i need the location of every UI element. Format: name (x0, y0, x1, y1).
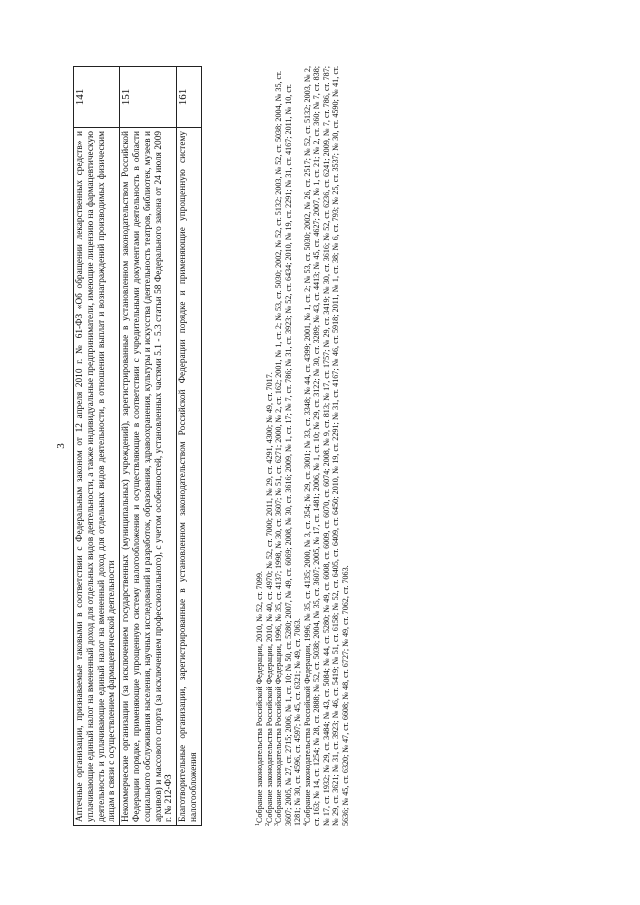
rotated-page (55, 66, 425, 826)
taxpayer-category-table (73, 66, 202, 826)
page-number: 3 (55, 443, 67, 449)
footnote-mark: 3 (274, 823, 280, 826)
table-cell-description: Аптечные организации, признаваемые таковыми в соответствии с Федеральным законом от 12 апреля 2010 г. № 61-ФЗ «Об обращении лекарственных средств» и уплачивающие единый налог на вмененный доход для отдельных видов деятельности, а также индивидуальные предприниматели, имеющие лицензию на фармацевтическую деятельность и уплачивающие единый налог на вмененный доход для отдельных видов деятельности, в отношении выплат и вознаграждений производимых физическим лицам в связи с осуществлением фармацевтической деятельности (74, 128, 120, 826)
table-cell-code: 161 (177, 67, 202, 128)
table-row (120, 67, 177, 826)
footnote (274, 66, 303, 826)
footnote-text: Собрание законодательства Российской Федерации, 1996, № 35, ст. 4137; 1998, № 30, ст. 3607; № 51, ст. 6271; 2000, № 2, ст. 162; 2001, № 1, ст. 2; № 53, ст. 5030; 2002, № 52, ст. 5132; 2003, № 52, ст. 5038; 2004, № 35, ст. 3607; 2005, № 27, ст. 2715; 2006, № 1, ст. 10; № 50, ст. 5280; 2007, № 49, ст. 6069; 2008, № 30, ст. 3616; 2009, № 1, ст. 17; № 7, ст. 786; № 31, ст. 3923; № 52, ст. 6434; 2010, № 19, ст. 2291; № 31, ст. 4167; 2011, № 10, ст. 1281; № 30, ст. 4596, ст. 4597; № 45, ст. 6321; № 49, ст. 7063. (274, 70, 302, 826)
footnote (255, 66, 265, 826)
footnote-text: Собрание законодательства Российской Федерации, 2010, № 52, ст. 7099. (255, 571, 264, 823)
footnote-text: Собрание законодательства Российской Федерации, 1996, № 35, ст. 4135; 2000, № 3, ст. 354; № 29, ст. 3001; № 33, ст. 3348; № 44, ст. 4399; 2001, № 1, ст. 2; № 53, ст. 5030; 2002, № 26, ст. 2517; № 52, ст. 5132; 2003, № 2, ст. 163; № 14, ст. 1254; № 28, ст. 2888; № 52, ст. 5038; 2004, № 35, ст. 3607; 2005, № 17, ст. 1481; 2006, № 1, ст. 10; № 29, ст. 3122; № 30, ст. 3289; № 43, ст. 4413; № 45, ст. 4627; 2007, № 1, ст. 21; № 2, ст. 360; № 7, ст. 838; № 17, ст. 1932; № 29, ст. 3484; № 43, ст. 5084; № 44, ст. 5280; № 49, ст. 6008, ст. 6009, ст. 6070, ст. 6074; 2008, № 9, ст. 813; № 17, ст. 1757; № 29, ст. 3419; № 30, ст. 3616; № 52, ст. 6236, ст. 6241; 2009, № 7, ст. 786, ст. 787; № 29, ст. 3621; № 31, ст. 3923; № 46, ст. 5419; № 51, ст. 6158; № 52, ст. 6405, ст. 6409, ст. 6450; 2010, № 19, ст. 2291; № 31, ст. 4167; № 46, ст. 5918; 2011, № 1, ст. 38; № 6, ст. 793; № 25, ст. 3537; № 30, ст. 4590; № 41, ст. 5636; № 45, ст. 6320; № 47, ст. 6608; № 48, ст. 6727; № 49, ст. 7062, ст. 7063. (302, 66, 350, 826)
table-cell-code: 151 (120, 67, 177, 128)
footnote-mark: 2 (264, 823, 271, 826)
footnote-text: Собрание законодательства Российской Федерации, 2010, № 40, ст. 4970; № 52, ст. 7000; 2011, № 29, ст. 4291, 4300; № 49, ст. 7017. (264, 372, 274, 823)
footnote (265, 66, 275, 826)
footnote (303, 66, 351, 826)
table-cell-code: 141 (74, 67, 120, 128)
table-cell-description: Некоммерческие организации (за исключением государственных (муниципальных) учреждений), зарегистрированные в установленном законодательством Российской Федерации порядке, применяющие упрощенную систему налогообложения и осуществляющие в соответствии с учредительными документами деятельность в области социального обслуживания населения, научных исследований и разработок, образования, здравоохранения, культуры и искусства (деятельность театров, библиотек, музеев и архивов) и массового спорта (за исключением профессионального), с учетом особенностей, установленных частями 5.1 - 5.3 статьи 58 Федерального закона от 24 июля 2009 г. № 212-ФЗ (120, 128, 177, 826)
footnote-mark: 1 (255, 823, 261, 826)
table-row (177, 67, 202, 826)
footnote-mark: 4 (302, 823, 309, 826)
footnotes (255, 66, 350, 826)
table-cell-description: Благотворительные организации, зарегистрированные в установленном законодательством Российской Федерации порядке и применяющие упрощенную систему налогообложения (177, 128, 202, 826)
table-row (74, 67, 120, 826)
